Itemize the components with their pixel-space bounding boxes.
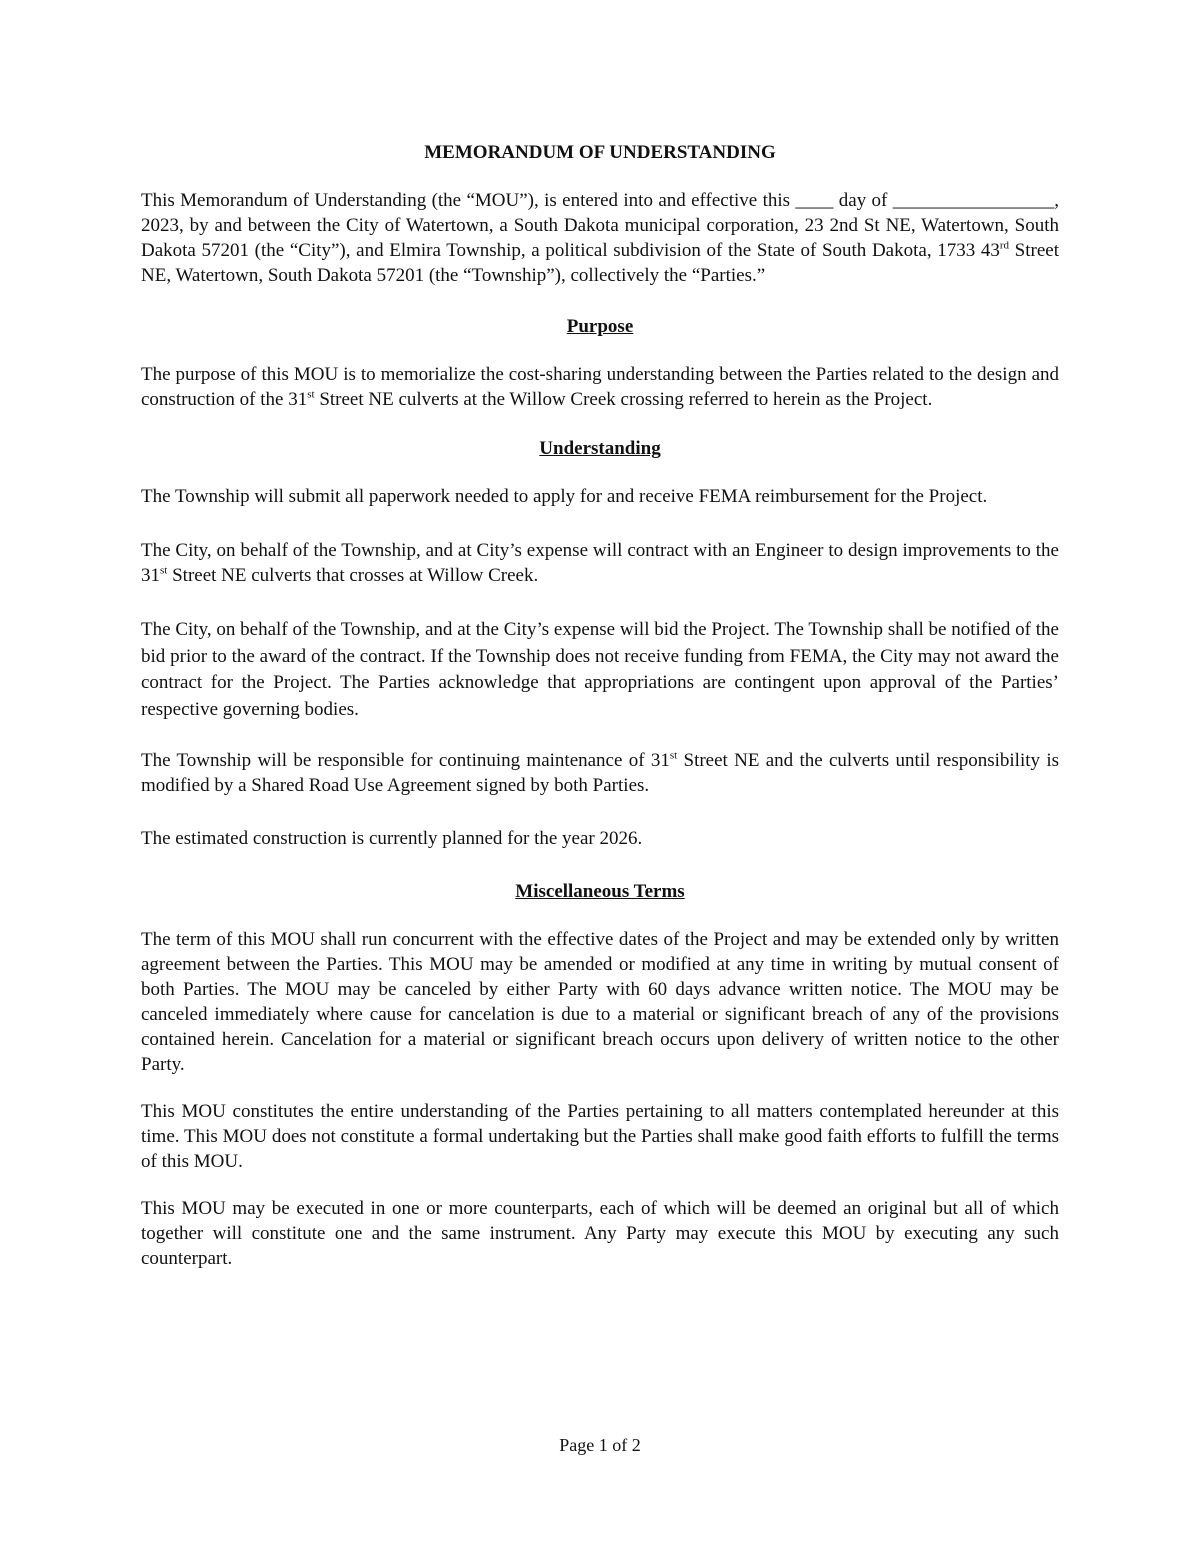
misc-paragraph-1: The term of this MOU shall run concurrent with the effective dates of the Project and may be extended only by written agreement between the Parties. This MOU may be amended or modified at any time in writing by mutual consent of both Parties. The MOU may be canceled by either Party with 60 days advance written notice. The MOU may be canceled immediately where cause for cancelation is due to a material or significant breach of any of the provisions contained herein. Cancelation for a material or significant breach occurs upon delivery of written notice to the other Party. xyxy=(141,929,1059,1075)
page-number: Page 1 of 2 xyxy=(559,1435,641,1455)
misc-paragraph-3: This MOU may be executed in one or more counterparts, each of which will be deemed an original but all of which together will constitute one and the same instrument. Any Party may execute this MOU by executing any such counterpart. xyxy=(141,1198,1059,1269)
understanding-p4-text-1: The Township will be responsible for continuing maintenance of 31 xyxy=(141,750,670,771)
purpose-paragraph xyxy=(141,362,1059,412)
misc-paragraph-2: This MOU constitutes the entire understanding of the Parties pertaining to all matters contemplated hereunder at this time. This MOU does not constitute a formal undertaking but the Parties shall make good faith efforts to fulfill the terms of this MOU. xyxy=(141,1101,1059,1172)
understanding-p4-ordinal: st xyxy=(669,749,678,762)
intro-paragraph xyxy=(141,188,1059,288)
understanding-heading: Understanding xyxy=(539,438,661,459)
understanding-p4-text-2: Street NE and the culverts until responsibility is modified by a Shared Road Use Agreement signed by both Parties. xyxy=(141,750,1059,796)
understanding-p2-text-1: The City, on behalf of the Township, and at City’s expense will contract with an Engineer to design improvements to the 31 xyxy=(141,540,1059,586)
purpose-ordinal: st xyxy=(307,388,315,401)
intro-text-2: Street NE, Watertown, South Dakota 57201 (the “Township”), collectively the “Parties.” xyxy=(141,240,1059,286)
understanding-paragraph-2 xyxy=(141,538,1059,588)
purpose-text-2: Street NE culverts at the Willow Creek crossing referred to herein as the Project. xyxy=(314,389,933,410)
understanding-paragraph-1: The Township will submit all paperwork needed to apply for and receive FEMA reimbursement for the Project. xyxy=(141,486,988,507)
understanding-p2-ordinal: st xyxy=(160,564,168,577)
understanding-p2-text-2: Street NE culverts that crosses at Willow Creek. xyxy=(167,565,539,586)
intro-ordinal: rd xyxy=(999,239,1010,252)
understanding-paragraph-3: The City, on behalf of the Township, and at the City’s expense will bid the Project. The Township shall be notified of the bid prior to the award of the contract. If the Township does not receive funding from FEMA, the City may not award the contract for the Project. The Parties acknowledge that appropriations are contingent upon approval of the Parties’ respective governing bodies. xyxy=(141,619,1059,720)
understanding-paragraph-4 xyxy=(141,748,1059,798)
purpose-text-1: The purpose of this MOU is to memorialize the cost-sharing understanding between the Parties related to the design and construction of the 31 xyxy=(141,364,1059,410)
document-title: MEMORANDUM OF UNDERSTANDING xyxy=(424,142,776,163)
misc-heading: Miscellaneous Terms xyxy=(515,881,685,902)
purpose-heading: Purpose xyxy=(566,316,634,337)
intro-text-1: This Memorandum of Understanding (the “MOU”), is entered into and effective this ____ day of _________________, 2023, by and between the City of Watertown, a South Dakota municipal corporation, 23 2nd St NE, Watertown, South Dakota 57201 (the “City”), and Elmira Township, a political subdivision of the State of South Dakota, 1733 43 xyxy=(141,190,1059,261)
document-page xyxy=(141,140,1059,1271)
understanding-paragraph-5: The estimated construction is currently planned for the year 2026. xyxy=(141,828,643,849)
